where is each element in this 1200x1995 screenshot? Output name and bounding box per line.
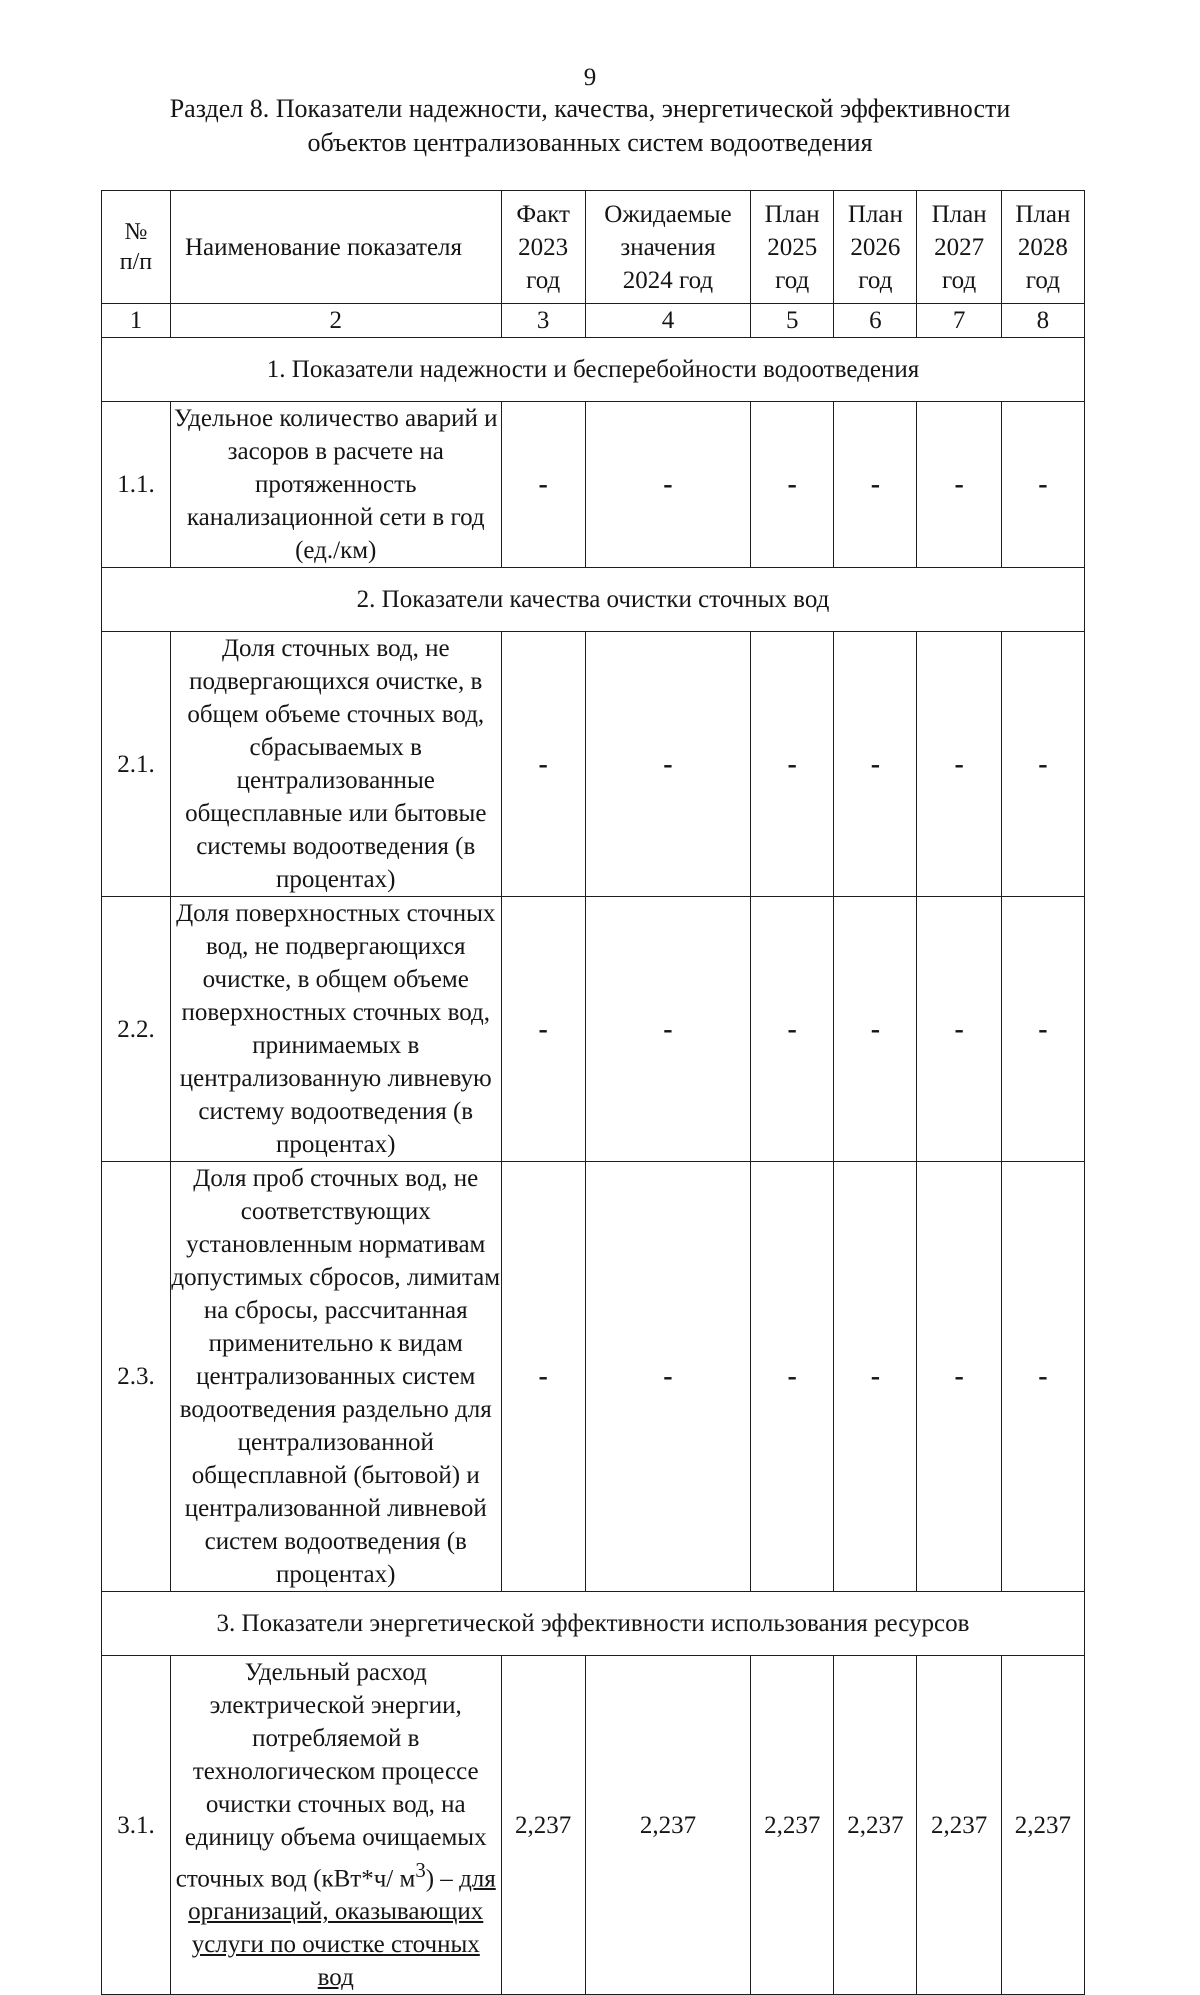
row-index: 2.1. — [102, 632, 171, 897]
column-number: 7 — [917, 304, 1001, 338]
value-expected-2024: - — [585, 402, 750, 568]
value-plan-2025: - — [751, 1162, 834, 1592]
description-underlined: для организаций, оказывающих услуги по очистке сточных вод — [188, 1865, 496, 1992]
row-index: 1.1. — [102, 402, 171, 568]
table-row — [102, 1656, 1085, 1995]
header-line: 2028 — [1017, 233, 1068, 261]
value-fact-2023: 2,237 — [501, 1656, 585, 1995]
column-number: 8 — [1001, 304, 1084, 338]
header-expected-2024 — [585, 191, 750, 304]
heading-line-1: Раздел 8. Показатели надежности, качества, энергетической эффективности — [169, 94, 1011, 123]
row-index: 3.1. — [102, 1656, 171, 1995]
header-line: 2027 — [934, 233, 985, 261]
header-plan-2025 — [751, 191, 834, 304]
value-plan-2028: - — [1001, 1162, 1084, 1592]
heading-line-2: объектов централизованных систем водоотведения — [307, 128, 873, 157]
section-heading — [0, 92, 1180, 160]
header-line: год — [526, 266, 561, 294]
value-plan-2027: - — [917, 632, 1001, 897]
value-plan-2026: - — [834, 897, 917, 1162]
value-plan-2026: - — [834, 1162, 917, 1592]
row-description: Доля проб сточных вод, не соответствующих установленным нормативам допустимых сбросов, лимитам на сбросы, рассчитанная применительно к видам централизованных систем водоотведения раздельно для централизованной общесплавной (бытовой) и централизованной ливневой систем водоотведения (в процентах) — [170, 1162, 501, 1592]
column-number: 6 — [834, 304, 917, 338]
value-plan-2027: - — [917, 1162, 1001, 1592]
column-number: 1 — [102, 304, 171, 338]
column-number: 4 — [585, 304, 750, 338]
value-plan-2026: - — [834, 632, 917, 897]
header-line: 2026 — [850, 233, 901, 261]
table-row — [102, 1162, 1085, 1592]
section-title-2: 2. Показатели качества очистки сточных вод — [102, 568, 1085, 632]
value-plan-2025: - — [751, 632, 834, 897]
description-dash: ) – — [425, 1865, 460, 1893]
row-description — [170, 1656, 501, 1995]
header-fact-2023 — [501, 191, 585, 304]
value-plan-2028: - — [1001, 897, 1084, 1162]
value-fact-2023: - — [501, 402, 585, 568]
header-line: План — [931, 200, 987, 228]
section-row — [102, 568, 1085, 632]
header-line: значения — [620, 233, 716, 261]
value-expected-2024: - — [585, 897, 750, 1162]
header-line: год — [942, 266, 977, 294]
value-plan-2028: - — [1001, 402, 1084, 568]
value-fact-2023: - — [501, 1162, 585, 1592]
header-name: Наименование показателя — [170, 191, 501, 304]
value-plan-2026: 2,237 — [834, 1656, 917, 1995]
row-index: 2.3. — [102, 1162, 171, 1592]
row-index: 2.2. — [102, 897, 171, 1162]
description-text: Удельный расход электрической энергии, потребляемой в технологическом процессе очистки сточных вод, на единицу объема очищаемых сточных вод (кВт*ч/ м — [175, 1659, 487, 1893]
row-description: Удельное количество аварий и засоров в расчете на протяженность канализационной сети в год (ед./км) — [170, 402, 501, 568]
header-line: План — [847, 200, 903, 228]
value-plan-2028: - — [1001, 632, 1084, 897]
value-plan-2028: 2,237 — [1001, 1656, 1084, 1995]
value-plan-2027: 2,237 — [917, 1656, 1001, 1995]
column-number: 2 — [170, 304, 501, 338]
section-title-3: 3. Показатели энергетической эффективности использования ресурсов — [102, 1592, 1085, 1656]
superscript-3: 3 — [415, 1858, 426, 1882]
header-line: год — [775, 266, 810, 294]
header-plan-2028 — [1001, 191, 1084, 304]
section-row — [102, 338, 1085, 402]
column-number: 5 — [751, 304, 834, 338]
value-plan-2025: - — [751, 402, 834, 568]
table-row — [102, 632, 1085, 897]
header-line: год — [1025, 266, 1060, 294]
value-expected-2024: - — [585, 1162, 750, 1592]
value-expected-2024: 2,237 — [585, 1656, 750, 1995]
header-line: План — [1015, 200, 1071, 228]
value-plan-2027: - — [917, 402, 1001, 568]
value-plan-2027: - — [917, 897, 1001, 1162]
table-row — [102, 402, 1085, 568]
header-line: 2025 — [767, 233, 818, 261]
section-row — [102, 1592, 1085, 1656]
indicators-table — [101, 190, 1085, 1995]
header-num-line: № — [124, 219, 148, 245]
table-row — [102, 897, 1085, 1162]
row-description: Доля поверхностных сточных вод, не подвергающихся очистке, в общем объеме поверхностных сточных вод, принимаемых в централизованную ливневую систему водоотведения (в процентах) — [170, 897, 501, 1162]
column-number: 3 — [501, 304, 585, 338]
header-num-line: п/п — [119, 249, 153, 275]
value-fact-2023: - — [501, 632, 585, 897]
column-number-row — [102, 304, 1085, 338]
header-row — [102, 191, 1085, 304]
row-description: Доля сточных вод, не подвергающихся очистке, в общем объеме сточных вод, сбрасываемых в централизованные общесплавные или бытовые системы водоотведения (в процентах) — [170, 632, 501, 897]
section-title-1: 1. Показатели надежности и бесперебойности водоотведения — [102, 338, 1085, 402]
value-expected-2024: - — [585, 632, 750, 897]
header-line: Факт — [516, 200, 570, 228]
value-plan-2025: - — [751, 897, 834, 1162]
header-num — [102, 191, 171, 304]
value-fact-2023: - — [501, 897, 585, 1162]
header-line: Ожидаемые — [604, 200, 732, 228]
value-plan-2026: - — [834, 402, 917, 568]
header-line: План — [764, 200, 820, 228]
page-number: 9 — [583, 64, 597, 91]
header-line: 2023 — [518, 233, 569, 261]
header-plan-2026 — [834, 191, 917, 304]
header-line: 2024 год — [622, 266, 714, 294]
value-plan-2025: 2,237 — [751, 1656, 834, 1995]
header-plan-2027 — [917, 191, 1001, 304]
header-line: год — [858, 266, 893, 294]
